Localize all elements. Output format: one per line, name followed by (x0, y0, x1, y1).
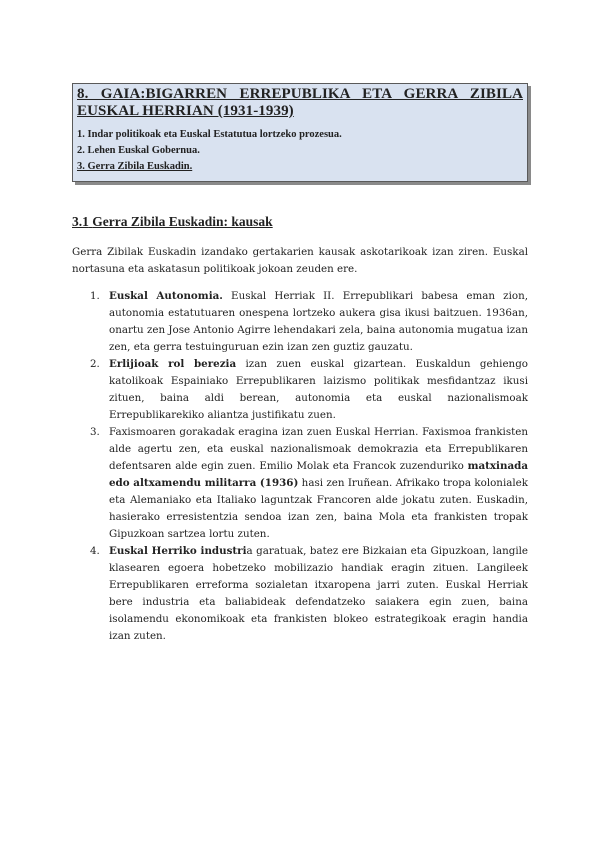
table-of-contents (77, 127, 523, 175)
section-title: Gerra Zibila Euskadin: kausak (92, 214, 273, 229)
list-item (72, 288, 528, 356)
toc-item-current: 3. Gerra Zibila Euskadin. (77, 161, 193, 172)
section-heading (72, 214, 528, 230)
list-item (72, 356, 528, 424)
list-item-text-tail: hasi zen Iruñean. Afrikako tropa kolonialek eta Alemaniako eta Italiako laguntzak Francoren alde jokatu zuten. Euskadin, hasierako erresistentzia sendoa izan zen, baina Mola eta frankisten tropak Gipuzkoan sartzea lortu zuten. (109, 477, 528, 540)
causes-list (72, 288, 528, 645)
list-item-text: Euskal Herriak II. Errepublikari babesa eman zion, autonomia estatutuaren onespena lortzeko aukera gisa ikusi baitzuen. 1936an, onartu zen Jose Antonio Agirre lehendakari zela, baina autonomia mugatua izan zen, eta gerra testuinguruan ezin izan zen guztiz gauzatu. (109, 290, 528, 353)
chapter-title: 8. GAIA:BIGARREN ERREPUBLIKA ETA GERRA ZIBILA EUSKAL HERRIAN (1931-1939) (77, 86, 523, 119)
list-item-number: 4. (90, 545, 100, 557)
list-item (72, 424, 528, 543)
list-item-text: a garatuak, batez ere Bizkaian eta Gipuzkoan, langile klasearen egoera hobetzeko mobilizazio handiak eragin zituen. Langileek Errepublikaren erreforma sozialetan itxaropena jarri zuten. Euskal Herriak bere industria eta baliabideak defendatzeko saiakera egin zuen, baina isolamendu ekonomikoak eta frankisten blokeo estrategikoak eragin handia izan zuten. (109, 545, 528, 642)
list-item-emphasis: matxinada edo altxamendu militarra (1936) (109, 460, 528, 489)
list-item-text: izan zuen euskal gizartean. Euskaldun gehiengo katolikoak Espainiako Errepublikaren laizismo politikak mesfidantzaz ikusi zituen, baina aldi berean, autonomia eta euskal nazionalismoak Errepublikarekiko aliantza justifikatu zuen. (109, 358, 528, 421)
section-number: 3.1 (72, 214, 89, 229)
list-item-text: Faxismoaren gorakadak eragina izan zuen Euskal Herrian. Faxismoa frankisten alde agertu zen, eta euskal nazionalismoak demokrazia eta Errepublikaren defentsaren alde egin zuen. Emilio Molak eta Francok zuzenduriko (109, 426, 528, 472)
list-item-lead: Euskal Autonomia. (109, 290, 223, 302)
chapter-title-box (72, 83, 528, 182)
intro-paragraph: Gerra Zibilak Euskadin izandako gertakarien kausak askotarikoak izan ziren. Euskal nortasuna eta askatasun politikoak jokoan zeuden ere. (72, 246, 528, 275)
list-item-number: 1. (90, 290, 100, 302)
list-item-number: 3. (90, 426, 100, 438)
toc-item: 1. Indar politikoak eta Euskal Estatutua lortzeko prozesua. (77, 129, 342, 140)
list-item-lead: Erlijioak rol berezia (109, 358, 237, 370)
list-item (72, 543, 528, 645)
toc-item: 2. Lehen Euskal Gobernua. (77, 145, 200, 156)
list-item-lead: Euskal Herriko industri (109, 545, 247, 557)
list-item-number: 2. (90, 358, 100, 370)
